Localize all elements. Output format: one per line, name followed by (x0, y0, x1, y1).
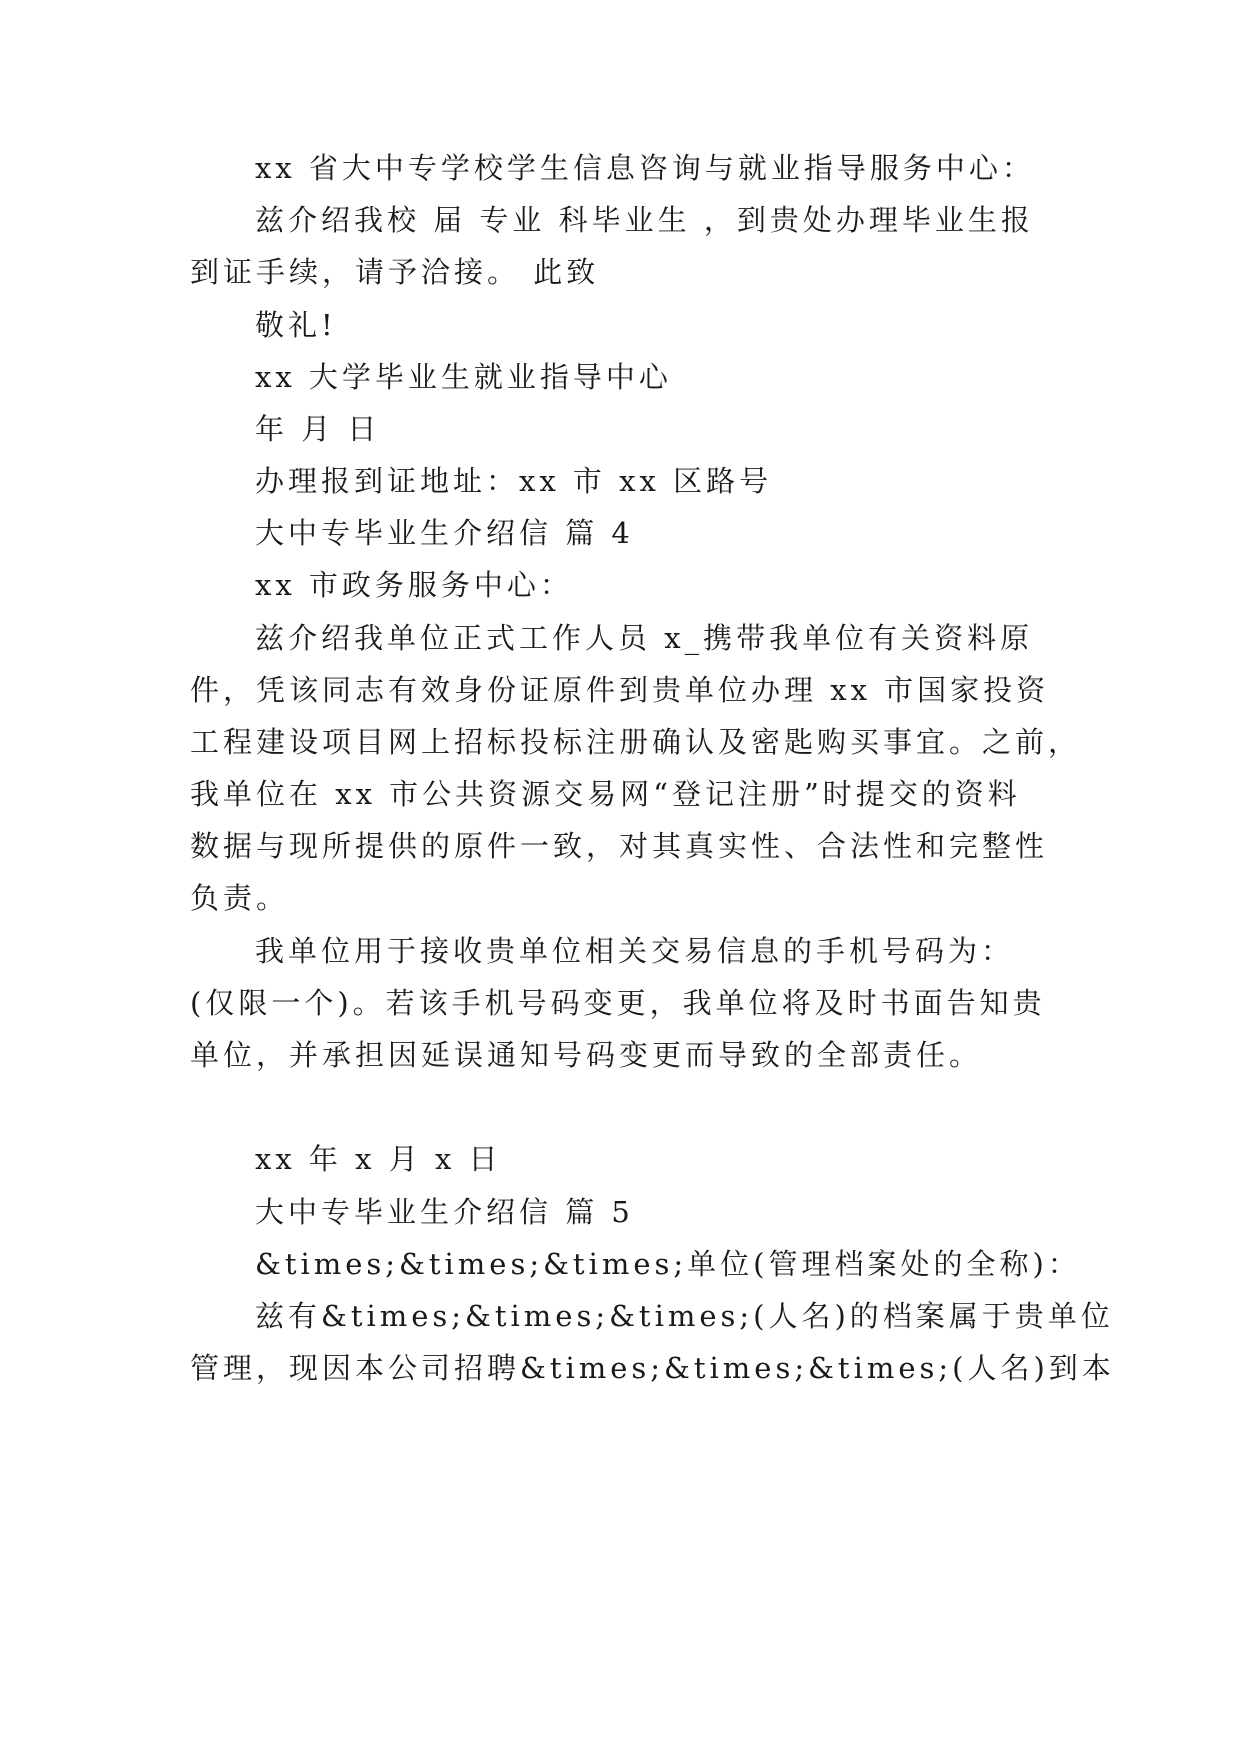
line-address: 办理报到证地址：xx 市 xx 区路号 (255, 464, 773, 498)
line-salutation: 敬礼! (255, 308, 337, 342)
line-body-7: 数据与现所提供的原件一致，对其真实性、合法性和完整性 (190, 829, 1049, 863)
line-body-9: 我单位用于接收贵单位相关交易信息的手机号码为： (255, 934, 1015, 968)
line-body-2: 到证手续，请予洽接。 此致 (190, 255, 600, 289)
line-body-12: 兹有&times;&times;&times;(人名)的档案属于贵单位 (255, 1299, 1114, 1333)
line-body-3: 兹介绍我单位正式工作人员 x_携带我单位有关资料原 (255, 621, 1034, 655)
line-date-2: xx 年 x 月 x 日 (255, 1142, 502, 1176)
line-body-5: 工程建设项目网上招标投标注册确认及密匙购买事宜。之前， (190, 725, 1082, 759)
line-body-8: 负责。 (190, 881, 290, 915)
line-addressee-1: xx 省大中专学校学生信息咨询与就业指导服务中心： (255, 151, 1035, 185)
line-addressee-3: &times;&times;&times;单位(管理档案处的全称)： (255, 1247, 1081, 1281)
line-body-10: (仅限一个)。若该手机号码变更，我单位将及时书面告知贵 (190, 986, 1046, 1020)
line-sender: xx 大学毕业生就业指导中心 (255, 360, 672, 394)
line-body-11: 单位，并承担因延误通知号码变更而导致的全部责任。 (190, 1038, 983, 1072)
line-body-1: 兹介绍我校 届 专业 科毕业生 ，到贵处办理毕业生报 (255, 203, 1034, 237)
section-heading-4: 大中专毕业生介绍信 篇 4 (255, 516, 634, 550)
line-date-1: 年 月 日 (255, 412, 381, 446)
line-body-13: 管理，现因本公司招聘&times;&times;&times;(人名)到本 (190, 1351, 1115, 1385)
line-addressee-2: xx 市政务服务中心： (255, 568, 573, 602)
line-body-6: 我单位在 xx 市公共资源交易网“登记注册”时提交的资料 (190, 777, 1021, 811)
section-heading-5: 大中专毕业生介绍信 篇 5 (255, 1195, 634, 1229)
line-body-4: 件，凭该同志有效身份证原件到贵单位办理 xx 市国家投资 (190, 673, 1050, 707)
